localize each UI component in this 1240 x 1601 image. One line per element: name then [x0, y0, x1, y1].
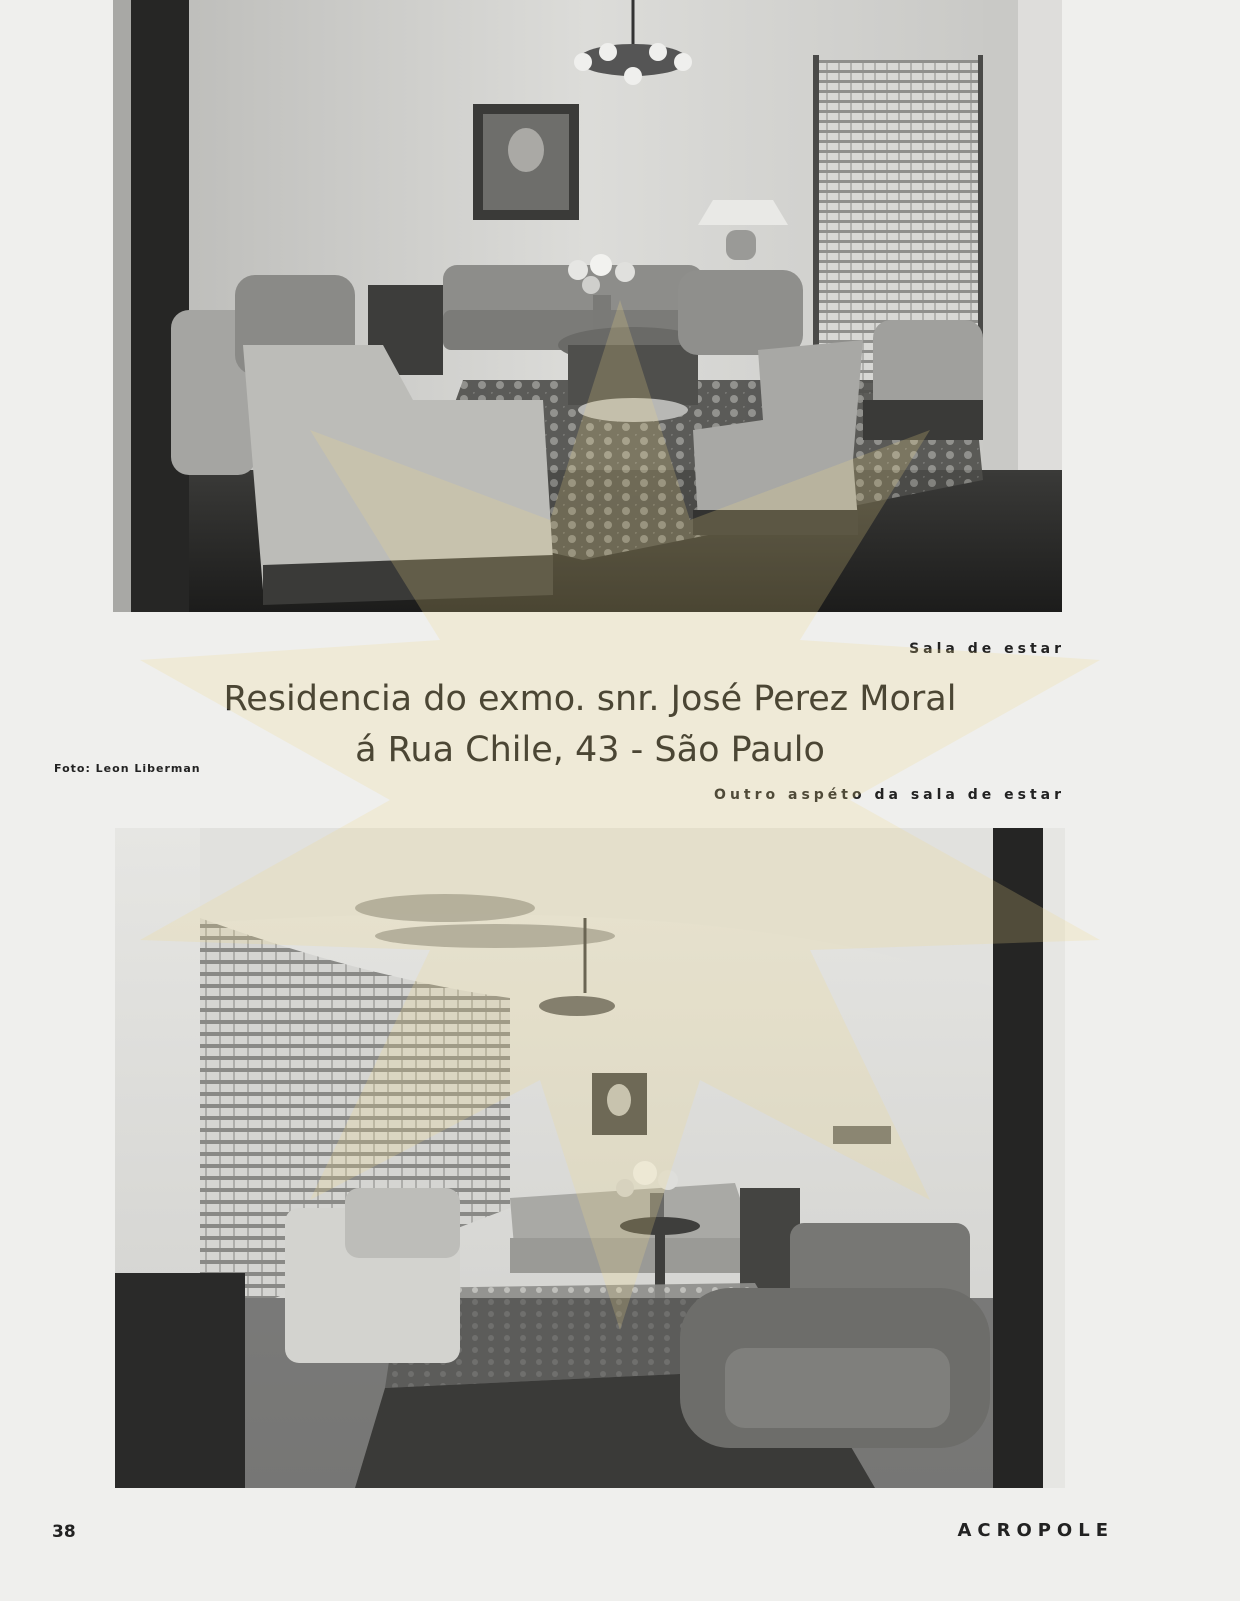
living-room-other-view-photo	[115, 828, 1065, 1488]
photo-credit: Foto: Leon Liberman	[54, 762, 201, 775]
page-number: 38	[52, 1522, 76, 1542]
headline-line-2: á Rua Chile, 43 - São Paulo	[355, 730, 825, 770]
living-room-photo	[113, 0, 1062, 612]
bottom-photo-caption: Outro aspéto da sala de estar	[714, 787, 1065, 803]
top-photo-caption: Sala de estar	[909, 641, 1065, 657]
magazine-name: ACROPOLE	[957, 1520, 1114, 1541]
article-headline	[200, 674, 980, 776]
headline-line-1: Residencia do exmo. snr. José Perez Moral	[223, 679, 957, 719]
